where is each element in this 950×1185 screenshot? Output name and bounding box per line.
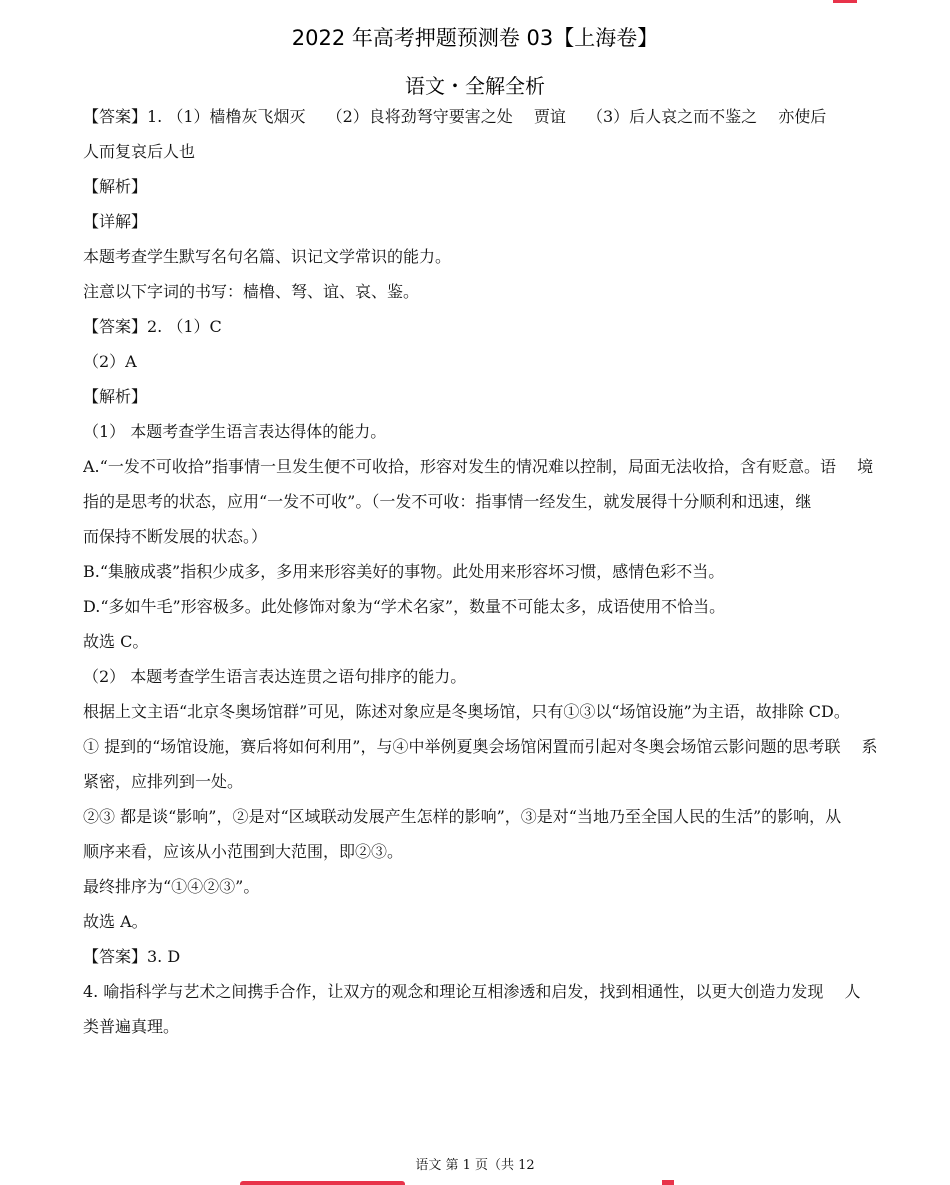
text-line: 【答案】2. （1）C xyxy=(83,317,222,336)
text-line: 【解析】 xyxy=(83,387,148,406)
text-line: 紧密，应排列到一处。 xyxy=(83,772,244,791)
text-line: 本题考查学生默写名句名篇、识记文学常识的能力。 xyxy=(83,247,452,266)
text-line: 4. 喻指科学与艺术之间携手合作，让双方的观念和理论互相渗透和启发，找到相通性，以更大创造力发现 人 xyxy=(83,982,861,1001)
text-line: 注意以下字词的书写：樯橹、弩、谊、哀、鉴。 xyxy=(83,282,420,301)
top-decoration-bar xyxy=(833,0,857,3)
text-line: （2）A xyxy=(83,352,137,371)
bottom-decoration-bar xyxy=(240,1181,405,1185)
text-line: 而保持不断发展的状态。） xyxy=(83,527,268,546)
text-line: B.“集腋成裘”指积少成多，多用来形容美好的事物。此处用来形容坏习惯，感情色彩不当。 xyxy=(83,562,725,581)
text-line: 顺序来看，应该从小范围到大范围，即②③。 xyxy=(83,842,404,861)
text-line: A.“一发不可收拾”指事情一旦发生便不可收拾，形容对发生的情况难以控制，局面无法收拾，含有贬意。语 境 xyxy=(83,457,874,476)
text-line: 类普遍真理。 xyxy=(83,1017,180,1036)
text-line: 【答案】3. D xyxy=(83,947,181,966)
page-footer: 语文 第 1 页（共 12 xyxy=(415,1158,535,1173)
document-subtitle: 语文・全解全析 xyxy=(405,74,545,98)
text-line: ②③ 都是谈“影响”，②是对“区域联动发展产生怎样的影响”，③是对“当地乃至全国人民的生活”的影响，从 xyxy=(83,807,842,826)
text-line: 【解析】 xyxy=(83,177,148,196)
text-line: （1） 本题考查学生语言表达得体的能力。 xyxy=(83,422,387,441)
text-line: （2） 本题考查学生语言表达连贯之语句排序的能力。 xyxy=(83,667,467,686)
document-body xyxy=(83,104,883,1049)
text-line: 最终排序为“①④②③”。 xyxy=(83,877,260,896)
document-title: 2022 年高考押题预测卷 03【上海卷】 xyxy=(291,26,659,50)
text-line: D.“多如牛毛”形容极多。此处修饰对象为“学术名家”，数量不可能太多，成语使用不恰当。 xyxy=(83,597,726,616)
text-line: 人而复哀后人也 xyxy=(83,142,196,161)
text-line: 指的是思考的状态，应用“一发不可收”。（一发不可收：指事情一经发生，就发展得十分顺利和迅速，继 xyxy=(83,492,812,511)
text-line: 【答案】1. （1）樯橹灰飞烟灭 （2）良将劲弩守要害之处 贾谊 （3）后人哀之而不鉴之 亦使后 xyxy=(83,107,827,126)
bottom-decoration-mark xyxy=(662,1180,674,1185)
text-line: 故选 C。 xyxy=(83,632,149,651)
text-line: 根据上文主语“北京冬奥场馆群”可见，陈述对象应是冬奥场馆，只有①③以“场馆设施”为主语，故排除 CD。 xyxy=(83,702,850,721)
text-line: 【详解】 xyxy=(83,212,148,231)
text-line: 故选 A。 xyxy=(83,912,148,931)
text-line: ① 提到的“场馆设施，赛后将如何利用”，与④中举例夏奥会场馆闲置而引起对冬奥会场馆云影问题的思考联 系 xyxy=(83,737,878,756)
